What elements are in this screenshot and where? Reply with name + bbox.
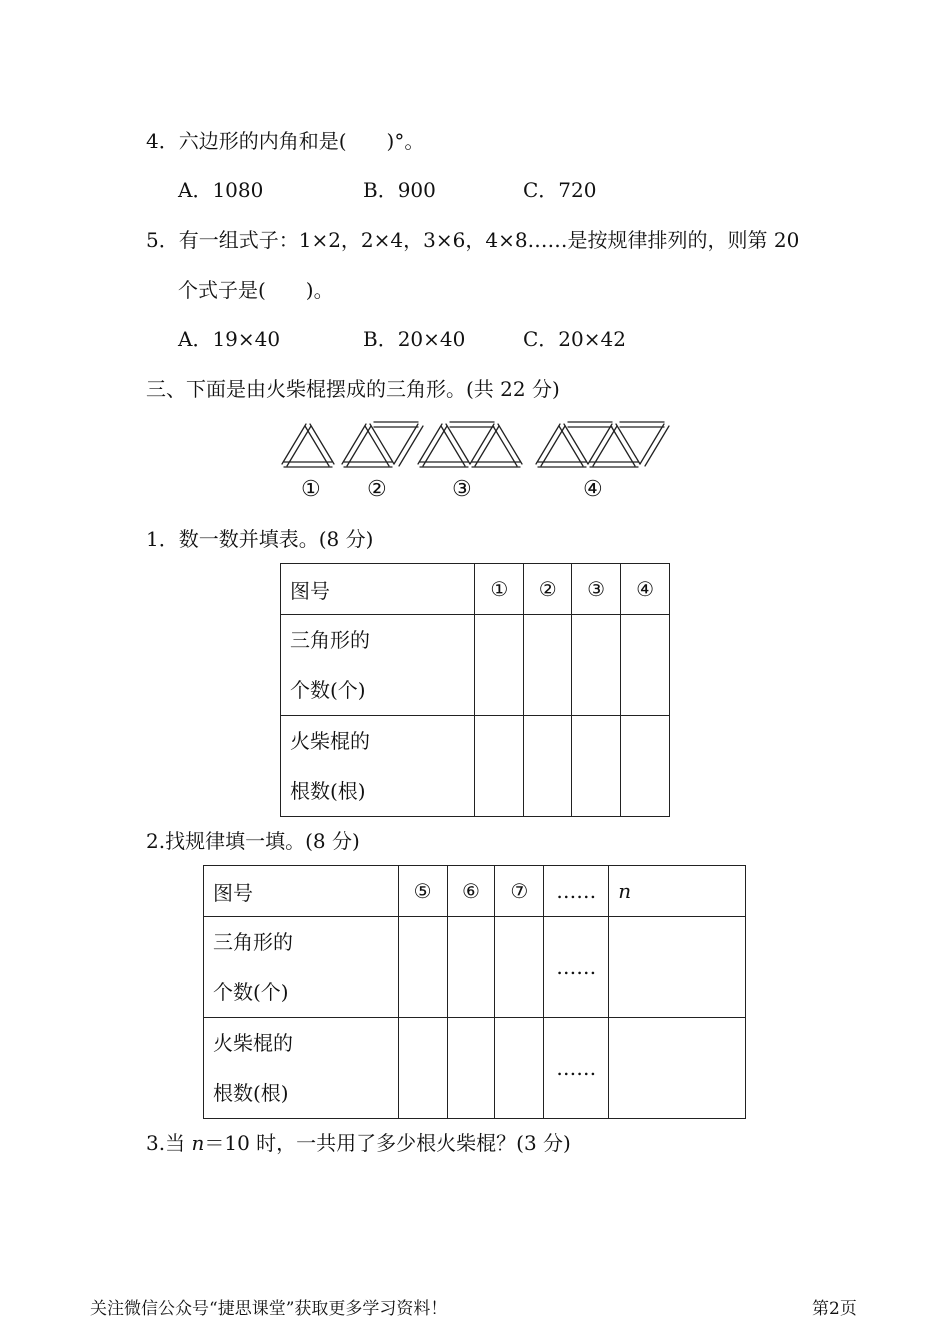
table-1-header-label: 图号 bbox=[281, 564, 475, 615]
answer-cell[interactable] bbox=[524, 615, 572, 716]
figure-label-4: ④ bbox=[583, 477, 603, 502]
answer-cell[interactable] bbox=[398, 917, 447, 1018]
ellipsis-cell: …… bbox=[544, 917, 609, 1018]
table-2-row-triangles-label bbox=[204, 917, 399, 1018]
question-5-stem-line1: 5．有一组式子：1×2，2×4，3×6，4×8……是按规律排列的，则第 20 bbox=[146, 228, 800, 252]
q5-option-a: A．19×40 bbox=[178, 327, 281, 351]
ellipsis-cell: …… bbox=[544, 1018, 609, 1119]
table-1-row-triangles bbox=[281, 615, 670, 716]
table-1-row-triangles-label bbox=[281, 615, 475, 716]
answer-cell[interactable] bbox=[572, 716, 621, 817]
answer-cell[interactable] bbox=[609, 917, 746, 1018]
row-label-line1: 三角形的 bbox=[213, 930, 293, 954]
part-3-suffix: ＝10 时，一共用了多少根火柴棍？(3 分) bbox=[204, 1131, 571, 1155]
q5-option-c: C．20×42 bbox=[523, 327, 626, 351]
row-label-line2: 根数(根) bbox=[213, 1081, 289, 1105]
table-2-header-col-6: ⑥ bbox=[447, 866, 495, 917]
part-3-prefix: 3.当 bbox=[146, 1131, 192, 1155]
q4-option-c: C．720 bbox=[523, 178, 597, 202]
answer-cell[interactable] bbox=[621, 615, 670, 716]
answer-cell[interactable] bbox=[609, 1018, 746, 1119]
table-1-header-col-4: ④ bbox=[621, 564, 670, 615]
answer-cell[interactable] bbox=[621, 716, 670, 817]
table-2-header-row bbox=[204, 866, 746, 917]
matchstick-figure-2 bbox=[342, 422, 423, 467]
question-5-stem-line2: 个式子是( )。 bbox=[178, 278, 334, 302]
table-2-header-col-7: ⑦ bbox=[495, 866, 544, 917]
footer-promo: 关注微信公众号“捷思课堂”获取更多学习资料！ bbox=[90, 1299, 448, 1319]
matchstick-triangles-figure bbox=[276, 418, 676, 476]
matchstick-figure-1 bbox=[282, 424, 334, 467]
answer-cell[interactable] bbox=[447, 1018, 495, 1119]
section-3-title: 三、下面是由火柴棍摆成的三角形。(共 22 分) bbox=[146, 377, 560, 401]
row-label-line2: 个数(个) bbox=[213, 980, 289, 1004]
row-label-line2: 根数(根) bbox=[290, 779, 366, 803]
table-1-row-matchsticks-label bbox=[281, 716, 475, 817]
row-label-line1: 火柴棍的 bbox=[290, 729, 370, 753]
row-label-line1: 火柴棍的 bbox=[213, 1031, 293, 1055]
part-1-title: 1．数一数并填表。(8 分) bbox=[146, 527, 374, 551]
table-2-header-col-5: ⑤ bbox=[398, 866, 447, 917]
table-1-header-col-3: ③ bbox=[572, 564, 621, 615]
answer-cell[interactable] bbox=[572, 615, 621, 716]
table-2-row-matchsticks-label bbox=[204, 1018, 399, 1119]
table-1-header-row bbox=[281, 564, 670, 615]
answer-cell[interactable] bbox=[447, 917, 495, 1018]
q4-option-a: A．1080 bbox=[178, 178, 264, 202]
page-number: 第2页 bbox=[812, 1299, 857, 1319]
table-1 bbox=[280, 563, 670, 817]
answer-cell[interactable] bbox=[524, 716, 572, 817]
table-2-header-ellipsis: …… bbox=[544, 866, 609, 917]
answer-cell[interactable] bbox=[398, 1018, 447, 1119]
table-2-row-triangles bbox=[204, 917, 746, 1018]
part-2-title: 2.找规律填一填。(8 分) bbox=[146, 829, 360, 853]
answer-cell[interactable] bbox=[495, 1018, 544, 1119]
answer-cell[interactable] bbox=[495, 917, 544, 1018]
table-1-header-col-1: ① bbox=[475, 564, 524, 615]
row-label-line2: 个数(个) bbox=[290, 678, 366, 702]
table-2-header-n: n bbox=[609, 866, 746, 917]
figure-label-3: ③ bbox=[452, 477, 472, 502]
table-1-row-matchsticks bbox=[281, 716, 670, 817]
q4-option-b: B．900 bbox=[363, 178, 436, 202]
q5-option-b: B．20×40 bbox=[363, 327, 466, 351]
answer-cell[interactable] bbox=[475, 615, 524, 716]
question-4-stem: 4．六边形的内角和是( )°。 bbox=[146, 129, 425, 153]
table-2 bbox=[203, 865, 746, 1119]
table-2-row-matchsticks bbox=[204, 1018, 746, 1119]
matchstick-figure-3 bbox=[418, 422, 522, 467]
answer-cell[interactable] bbox=[475, 716, 524, 817]
part-3-question bbox=[146, 1130, 571, 1156]
table-1-header-col-2: ② bbox=[524, 564, 572, 615]
part-3-variable: n bbox=[191, 1131, 205, 1155]
table-2-header-label: 图号 bbox=[204, 866, 399, 917]
figure-label-2: ② bbox=[367, 477, 387, 502]
matchstick-figure-4 bbox=[536, 422, 669, 467]
figure-label-1: ① bbox=[301, 477, 321, 502]
row-label-line1: 三角形的 bbox=[290, 628, 370, 652]
